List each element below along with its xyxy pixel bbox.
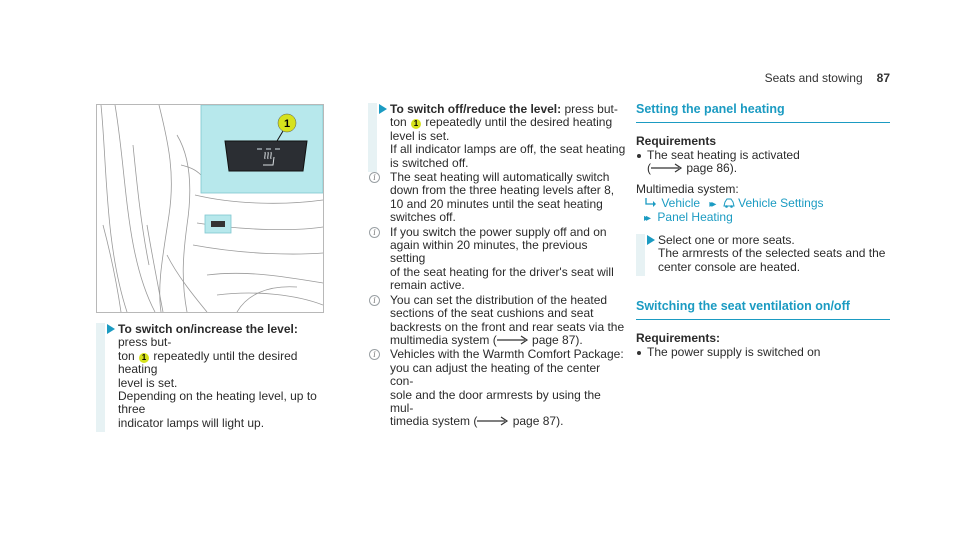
page-number: 87	[876, 71, 890, 85]
page-header	[765, 71, 890, 85]
multimedia-label: Multimedia system:	[636, 181, 739, 196]
requirement-item: The seat heating is activated ( page 86).	[636, 149, 890, 176]
note-warmth-comfort: i Vehicles with the Warmth Comfort Package: you can adjust the heating of the center con- sole and the door armrests by using the mul- timedia system ( page 87).	[368, 348, 626, 428]
section-title: Seats and stowing	[764, 71, 863, 85]
info-icon: i	[369, 349, 380, 360]
home-arrow-icon	[644, 197, 658, 208]
step-select-seats: Select one or more seats. The armrests of the selected seats and the center console are heated.	[636, 234, 890, 274]
double-chevron-icon: ▸▸	[709, 199, 714, 211]
seat-heating-illustration	[96, 104, 324, 313]
menu-vehicle-settings[interactable]: Vehicle Settings	[738, 196, 824, 211]
column-3	[636, 103, 890, 359]
requirement-item: The power supply is switched on	[636, 346, 890, 359]
step-switch-off: To switch off/reduce the level: press but- ton 1 repeatedly until the desired heating level is set. If all indicator lamps are off, the seat heating is switched off.	[368, 103, 626, 170]
callout-1-label: 1	[283, 118, 291, 130]
column-1	[96, 323, 324, 430]
callout-1-icon: 1	[411, 119, 421, 129]
car-settings-icon	[723, 197, 735, 208]
menu-vehicle[interactable]: Vehicle	[661, 196, 701, 211]
page-reference-arrow-icon[interactable]	[477, 416, 509, 426]
callout-1-icon: 1	[139, 353, 149, 363]
section-heading-seat-ventilation: Switching the seat ventilation on/off	[636, 300, 890, 320]
note-power-cycle: i If you switch the power supply off and on again within 20 minutes, the previous setting of the seat heating for the driver's seat will remain active.	[368, 226, 626, 293]
step-arrow-icon	[379, 104, 387, 114]
page-reference-arrow-icon[interactable]	[651, 163, 683, 173]
info-icon: i	[369, 172, 380, 183]
section-heading-panel-heating: Setting the panel heating	[636, 103, 890, 123]
requirements-label: Requirements:	[636, 331, 721, 346]
menu-panel-heating[interactable]: Panel Heating	[657, 210, 733, 225]
step-title: To switch off/reduce the level:	[390, 102, 562, 116]
note-distribution: i You can set the distribution of the heated sections of the seat cushions and seat backrests on the front and rear seats via the multimedia system ( page 87).	[368, 294, 626, 348]
column-2	[368, 103, 626, 429]
info-icon: i	[369, 227, 380, 238]
step-switch-on: To switch on/increase the level: press but- ton 1 repeatedly until the desired heating level is set. Depending on the heating level, up to three indicator lamps will light up.	[96, 323, 324, 430]
info-icon: i	[369, 295, 380, 306]
step-title: To switch on/increase the level:	[118, 322, 298, 336]
double-chevron-icon: ▸▸	[644, 213, 649, 225]
step-arrow-icon	[647, 235, 655, 245]
note-auto-switch: i The seat heating will automatically switch down from the three heating levels after 8, 10 and 20 minutes until the seat heating switches off.	[368, 171, 626, 225]
page-reference-arrow-icon[interactable]	[497, 335, 529, 345]
requirements-label: Requirements	[636, 134, 717, 149]
car-interior-drawing	[97, 105, 323, 312]
menu-path	[636, 197, 890, 226]
step-arrow-icon	[107, 324, 115, 334]
